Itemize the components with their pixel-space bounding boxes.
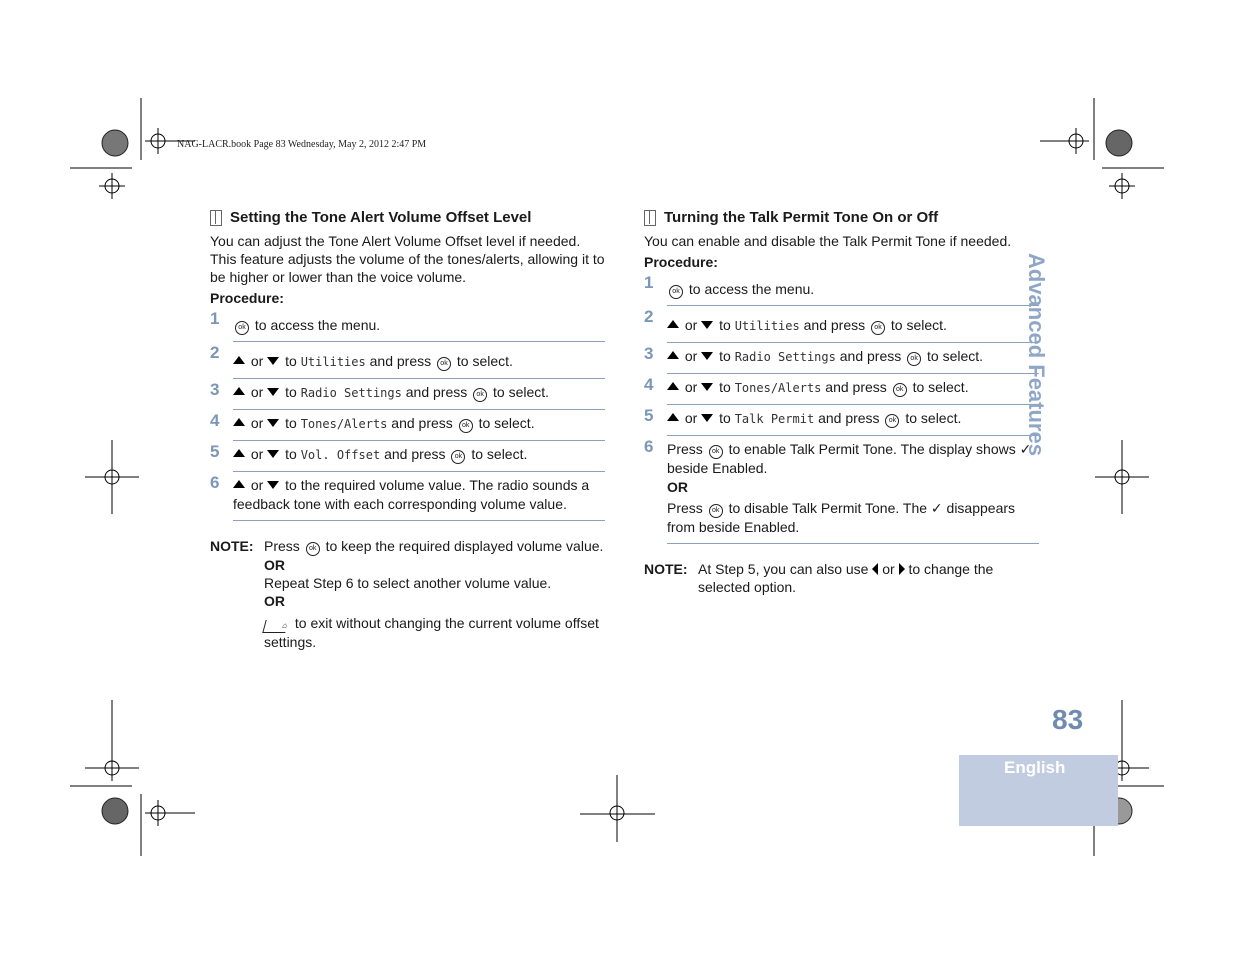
ok-key-icon: ok: [907, 352, 921, 366]
down-arrow-icon: [701, 383, 713, 391]
note-label: NOTE:: [644, 561, 688, 577]
right-step-6: [644, 436, 1039, 544]
step-number: 3: [210, 380, 220, 399]
menu-item: Radio Settings: [300, 386, 402, 400]
up-arrow-icon: [667, 320, 679, 328]
right-note: [644, 560, 1039, 596]
ok-key-icon: ok: [709, 445, 723, 459]
step-text: or: [684, 379, 698, 395]
step-text: and press: [384, 446, 446, 462]
left-procedure-label: Procedure:: [210, 290, 284, 306]
ok-key-icon: ok: [306, 542, 320, 556]
left-arrow-icon: [872, 563, 878, 575]
ok-key-icon: ok: [669, 285, 683, 299]
step-text: to select.: [456, 353, 513, 369]
right-arrow-icon: [899, 563, 905, 575]
section-icon: [644, 210, 656, 226]
step-text: to disable Talk Permit Tone. The ✓ disappears from beside Enabled.: [667, 500, 1016, 535]
step-text: to the required volume value. The radio sounds a feedback tone with each corresponding volume value.: [233, 477, 590, 512]
down-arrow-icon: [701, 321, 713, 329]
ok-key-icon: ok: [437, 357, 451, 371]
left-intro: You can adjust the Tone Alert Volume Offset level if needed. This feature adjusts the volume of the tones/alerts, allowing it to be higher or lower than the voice volume.: [210, 233, 605, 285]
right-title-text: Turning the Talk Permit Tone On or Off: [664, 209, 939, 226]
step-text: to select.: [905, 410, 962, 426]
menu-item: Utilities: [734, 319, 800, 333]
menu-item: Vol. Offset: [300, 448, 381, 462]
ok-key-icon: ok: [473, 388, 487, 402]
left-title-text: Setting the Tone Alert Volume Offset Level: [230, 209, 532, 226]
down-arrow-icon: [701, 414, 713, 422]
up-arrow-icon: [233, 449, 245, 457]
note-text: Repeat Step 6 to select another volume value.: [264, 575, 552, 591]
step-text: to select.: [493, 384, 550, 400]
step-text: to: [285, 384, 297, 400]
step-text: to enable Talk Permit Tone. The display shows ✓ beside Enabled.: [667, 441, 1032, 476]
note-label: NOTE:: [210, 538, 254, 554]
right-column: [644, 209, 1039, 596]
language-label: English: [1004, 758, 1066, 777]
step-text: or: [250, 477, 264, 493]
step-number: 6: [644, 437, 654, 456]
step-text: and press: [839, 348, 902, 364]
step-text: and press: [803, 317, 866, 333]
step-text: and press: [818, 410, 880, 426]
step-text: to select.: [478, 415, 535, 431]
or-label: OR: [264, 593, 285, 609]
right-step-2: [644, 306, 1039, 343]
step-number: 4: [210, 411, 220, 430]
or-label: OR: [667, 479, 688, 495]
right-step-4: [644, 374, 1039, 405]
left-step-2: [210, 342, 605, 379]
note-text: Press: [264, 538, 300, 554]
step-number: 1: [210, 309, 220, 328]
note-text: to change the selected option.: [698, 561, 994, 595]
ok-key-icon: ok: [459, 419, 473, 433]
up-arrow-icon: [233, 387, 245, 395]
step-text: or: [250, 415, 264, 431]
up-arrow-icon: [667, 413, 679, 421]
chapter-side-tab: [1024, 253, 1055, 456]
menu-item: Tones/Alerts: [734, 381, 822, 395]
up-arrow-icon: [233, 480, 245, 488]
right-step-5: [644, 405, 1039, 436]
menu-item: Tones/Alerts: [300, 417, 388, 431]
step-text: to: [719, 379, 731, 395]
back-home-key-icon: ⌂: [262, 620, 288, 633]
step-text: to select.: [890, 317, 947, 333]
step-number: 2: [210, 343, 220, 362]
down-arrow-icon: [267, 450, 279, 458]
right-procedure-label: Procedure:: [644, 254, 718, 270]
ok-key-icon: ok: [235, 321, 249, 335]
up-arrow-icon: [233, 418, 245, 426]
step-text: or: [250, 446, 264, 462]
right-step-3: [644, 343, 1039, 374]
step-text: to: [285, 415, 297, 431]
down-arrow-icon: [267, 419, 279, 427]
up-arrow-icon: [233, 356, 245, 364]
left-column: [210, 209, 605, 651]
left-step-3: [210, 379, 605, 410]
up-arrow-icon: [667, 382, 679, 390]
note-text: to keep the required displayed volume value.: [325, 538, 604, 554]
step-number: 5: [210, 442, 220, 461]
note-text: to exit without changing the current volume offset settings.: [264, 615, 599, 650]
menu-item: Utilities: [300, 355, 366, 369]
right-step-1: [644, 272, 1039, 306]
down-arrow-icon: [701, 352, 713, 360]
step-text: to: [719, 317, 731, 333]
step-text: to access the menu.: [688, 281, 815, 297]
menu-item: Radio Settings: [734, 350, 836, 364]
step-number: 3: [644, 344, 654, 363]
step-text: to: [285, 446, 297, 462]
left-note: [210, 537, 605, 651]
note-text: or: [882, 561, 895, 577]
step-number: 1: [644, 273, 654, 292]
step-text: or: [684, 317, 698, 333]
step-number: 2: [644, 307, 654, 326]
step-text: and press: [825, 379, 887, 395]
down-arrow-icon: [267, 388, 279, 396]
ok-key-icon: ok: [885, 414, 899, 428]
left-step-1: [210, 308, 605, 342]
step-text: to access the menu.: [254, 317, 381, 333]
step-text: and press: [369, 353, 432, 369]
step-text: or: [684, 348, 698, 364]
ok-key-icon: ok: [871, 321, 885, 335]
step-text: and press: [405, 384, 468, 400]
note-text: At Step 5, you can also use: [698, 561, 869, 577]
left-step-6: [210, 472, 605, 521]
down-arrow-icon: [267, 357, 279, 365]
step-text: to select.: [471, 446, 528, 462]
step-text: to: [719, 348, 731, 364]
step-text: and press: [391, 415, 453, 431]
step-number: 4: [644, 375, 654, 394]
right-section-title: [644, 209, 1039, 226]
down-arrow-icon: [267, 481, 279, 489]
ok-key-icon: ok: [709, 504, 723, 518]
step-text: to: [719, 410, 731, 426]
step-text: or: [250, 384, 264, 400]
step-text: or: [250, 353, 264, 369]
chapter-title: Advanced Features: [1024, 253, 1049, 456]
left-section-title: [210, 209, 605, 226]
step-number: 5: [644, 406, 654, 425]
step-text: to: [285, 353, 297, 369]
menu-item: Talk Permit: [734, 412, 815, 426]
step-text: or: [684, 410, 698, 426]
left-step-5: [210, 441, 605, 472]
left-step-4: [210, 410, 605, 441]
section-icon: [210, 210, 222, 226]
right-intro: You can enable and disable the Talk Permit Tone if needed.: [644, 233, 1012, 249]
step-text: to select.: [912, 379, 969, 395]
language-tab: [959, 755, 1118, 826]
ok-key-icon: ok: [893, 383, 907, 397]
step-text: Press: [667, 441, 703, 457]
page-number: 83: [1052, 704, 1084, 735]
book-info: NAG-LACR.book Page 83 Wednesday, May 2, 2012 2:47 PM: [177, 139, 427, 150]
step-number: 6: [210, 473, 220, 492]
step-text: to select.: [927, 348, 984, 364]
or-label: OR: [264, 557, 285, 573]
ok-key-icon: ok: [451, 450, 465, 464]
step-text: Press: [667, 500, 703, 516]
up-arrow-icon: [667, 351, 679, 359]
